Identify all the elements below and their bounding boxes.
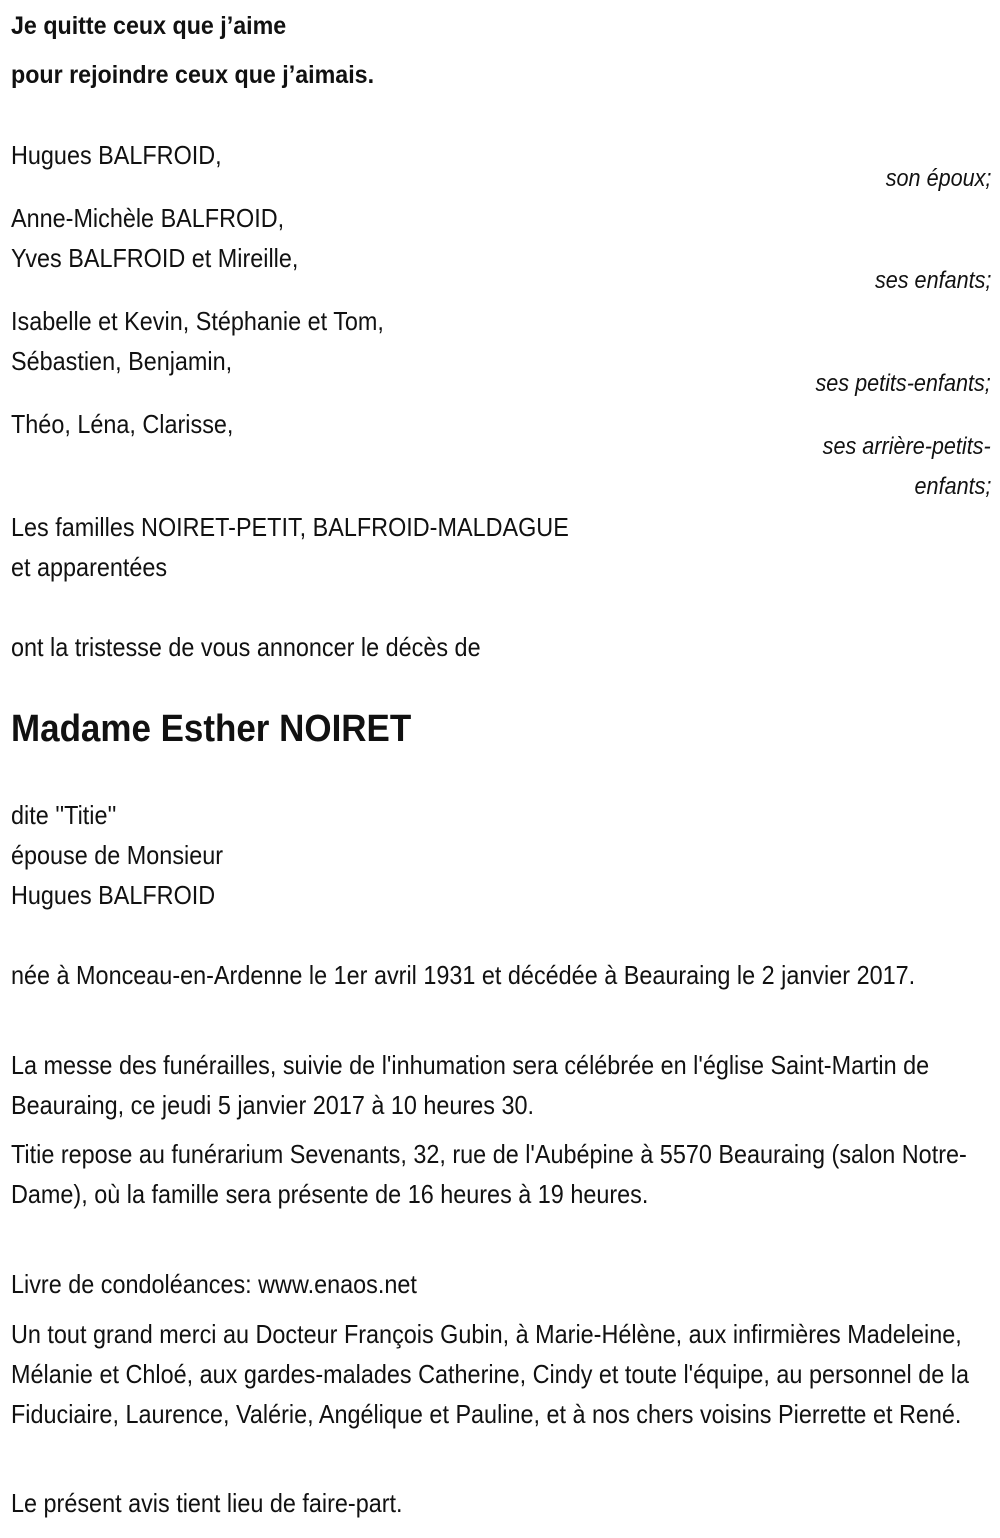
deceased-name: Madame Esther NOIRET	[11, 708, 412, 750]
condolences-link[interactable]: www.enaos.net	[258, 1269, 417, 1299]
child-name-2: Yves BALFROID et Mireille,	[11, 243, 299, 273]
funeral-paragraph: La messe des funérailles, suivie de l'inhumation sera célébrée en l'église Saint-Martin de Beauraing, ce jeudi 5 janvier 2017 à 10 heures 30.	[11, 1050, 930, 1120]
rest-paragraph: Titie repose au funérarium Sevenants, 32, rue de l'Aubépine à 5570 Beauraing (salon Notre-Dame), où la famille sera présente de 16 heures à 19 heures.	[11, 1139, 967, 1209]
children-relation: ses enfants;	[874, 267, 991, 294]
announcement-text: ont la tristesse de vous annoncer le décès de	[11, 632, 481, 662]
great-grandchildren-relation-1: ses arrière-petits-	[822, 433, 991, 460]
grandchildren-line-2: Sébastien, Benjamin,	[11, 346, 233, 376]
great-grandchildren-names: Théo, Léna, Clarisse,	[11, 409, 234, 439]
families-line-1: Les familles NOIRET-PETIT, BALFROID-MALDAGUE	[11, 512, 569, 542]
condolences-line	[11, 1264, 417, 1304]
thanks-paragraph: Un tout grand merci au Docteur François Gubin, à Marie-Hélène, aux infirmières Madeleine, Mélanie et Chloé, aux gardes-malades Catherine, Cindy et toute l'équipe, au personnel de la Fiduciaire, Laurence, Valérie, Angélique et Pauline, et à nos chers voisins Pierrette et René.	[11, 1319, 969, 1429]
great-grandchildren-relation-2: enfants;	[914, 473, 991, 500]
quote-line-1: Je quitte ceux que j’aime	[11, 12, 287, 40]
families-line-2: et apparentées	[11, 552, 168, 582]
condolences-label: Livre de condoléances:	[11, 1269, 259, 1299]
grandchildren-relation: ses petits-enfants;	[815, 370, 991, 397]
spouse-relation: son époux;	[885, 165, 991, 192]
birth-death-paragraph: née à Monceau-en-Ardenne le 1er avril 1931 et décédée à Beauraing le 2 janvier 2017.	[11, 960, 916, 990]
deceased-spouse-label: épouse de Monsieur	[11, 840, 224, 870]
deceased-spouse-name: Hugues BALFROID	[11, 880, 216, 910]
notice-text: Le présent avis tient lieu de faire-part.	[11, 1488, 403, 1518]
quote-line-2: pour rejoindre ceux que j’aimais.	[11, 61, 375, 89]
child-name-1: Anne-Michèle BALFROID,	[11, 203, 285, 233]
grandchildren-line-1: Isabelle et Kevin, Stéphanie et Tom,	[11, 306, 384, 336]
deceased-nickname: dite ''Titie''	[11, 800, 117, 830]
spouse-name: Hugues BALFROID,	[11, 140, 222, 170]
